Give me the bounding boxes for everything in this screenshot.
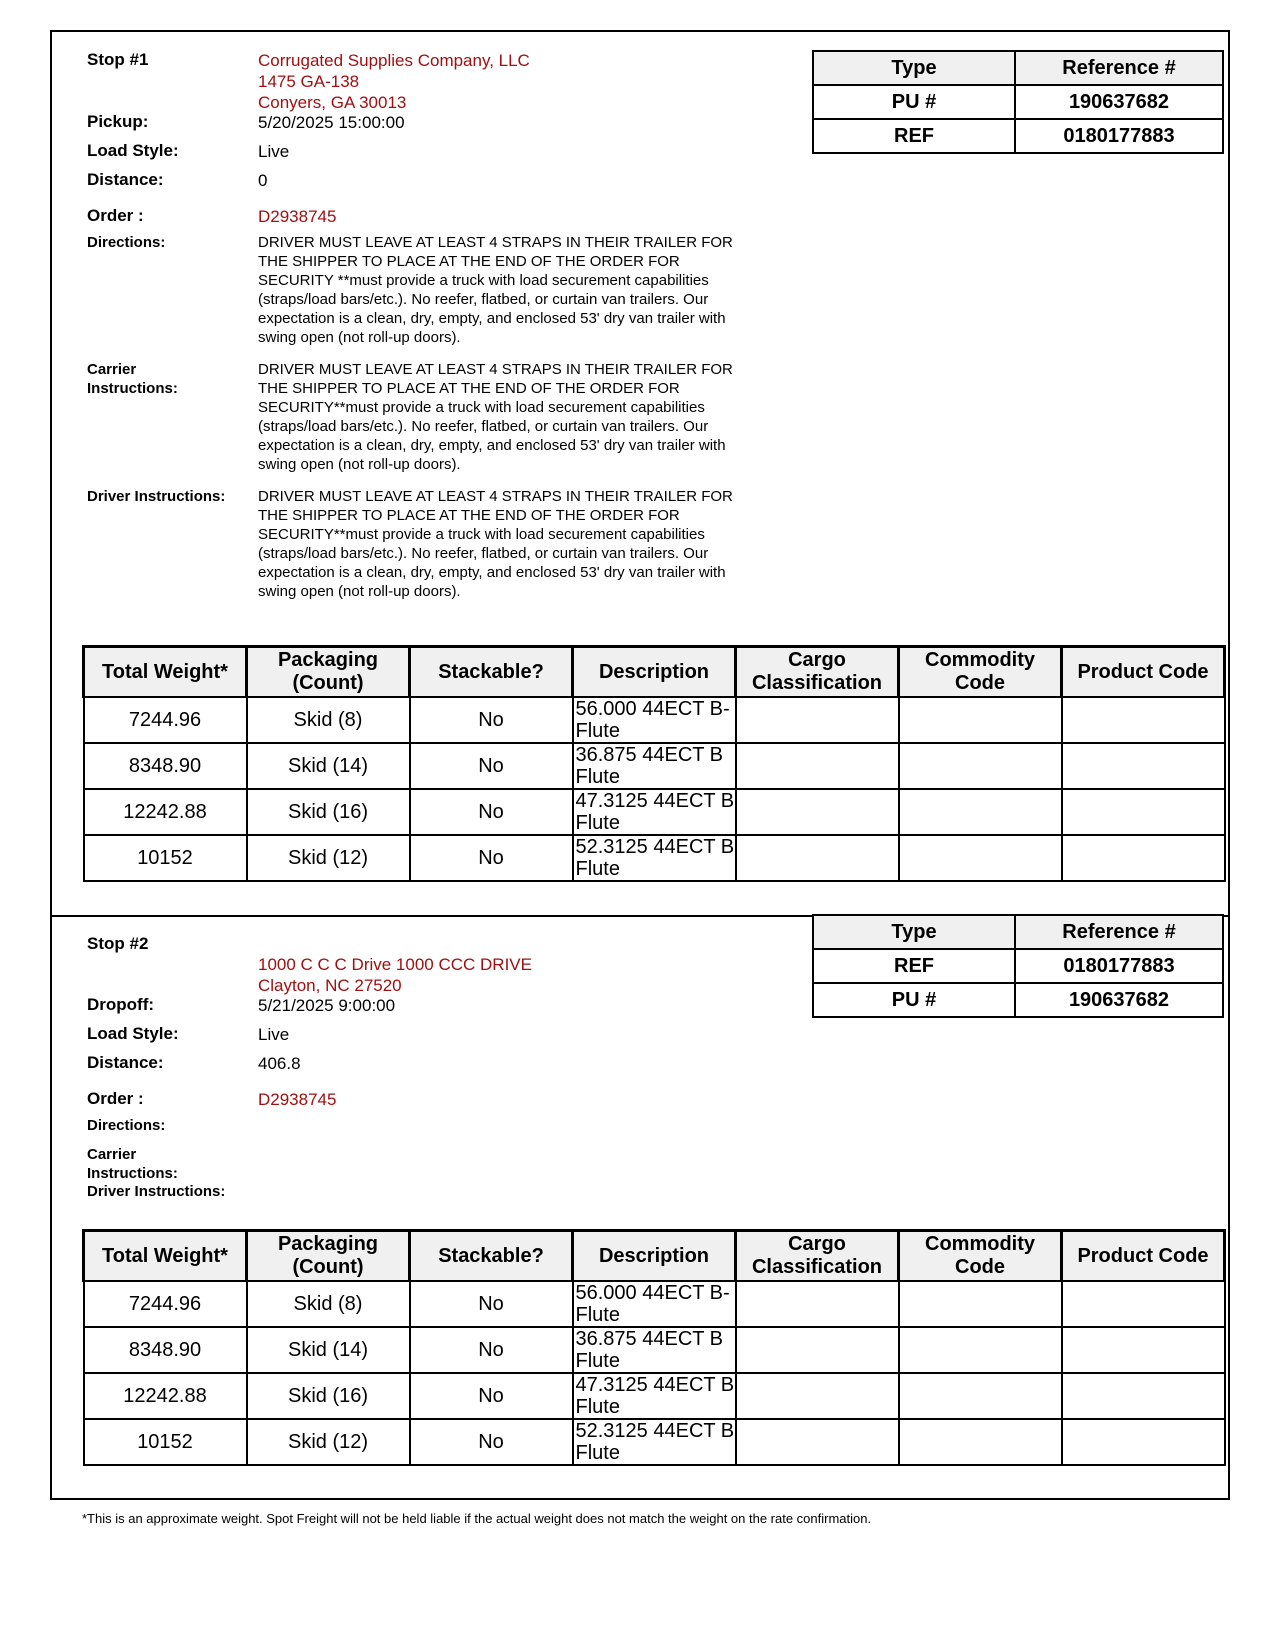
weight-cell: 12242.88 xyxy=(84,1373,247,1419)
table-row xyxy=(84,1281,1225,1327)
weight-cell: 10152 xyxy=(84,1419,247,1465)
packaging-cell: Skid (12) xyxy=(247,835,410,881)
items-table xyxy=(82,645,1226,882)
packaging-cell: Skid (14) xyxy=(247,1327,410,1373)
description-cell: 52.3125 44ECT B Flute xyxy=(573,1419,736,1465)
ref-type: PU # xyxy=(813,85,1015,119)
table-row xyxy=(84,1419,1225,1465)
packaging-cell: Skid (14) xyxy=(247,743,410,789)
stop-2-section xyxy=(50,916,1230,1500)
weight-cell: 8348.90 xyxy=(84,1327,247,1373)
col-header: Total Weight* xyxy=(84,1231,247,1282)
cargo-class-cell xyxy=(736,1281,899,1327)
description-cell: 47.3125 44ECT B Flute xyxy=(573,789,736,835)
product-code-cell xyxy=(1062,697,1225,743)
cargo-class-cell xyxy=(736,1373,899,1419)
commodity-cell xyxy=(899,1373,1062,1419)
stop-title: Stop #2 xyxy=(87,934,149,953)
load-style-label: Load Style: xyxy=(87,1024,179,1043)
packaging-cell: Skid (16) xyxy=(247,1373,410,1419)
packaging-cell: Skid (16) xyxy=(247,789,410,835)
stackable-cell: No xyxy=(410,1419,573,1465)
company-name: Corrugated Supplies Company, LLC xyxy=(258,51,530,70)
weight-cell: 7244.96 xyxy=(84,1281,247,1327)
weight-cell: 7244.96 xyxy=(84,697,247,743)
commodity-cell xyxy=(899,1419,1062,1465)
table-row xyxy=(84,1373,1225,1419)
stackable-cell: No xyxy=(410,697,573,743)
col-header: Stackable? xyxy=(410,1231,573,1282)
stop-1-section xyxy=(50,30,1230,917)
table-row xyxy=(84,789,1225,835)
distance-label: Distance: xyxy=(87,170,164,189)
address-line-2: Clayton, NC 27520 xyxy=(258,976,402,995)
stop-title: Stop #1 xyxy=(87,50,149,69)
packaging-cell: Skid (8) xyxy=(247,1281,410,1327)
product-code-cell xyxy=(1062,743,1225,789)
commodity-cell xyxy=(899,697,1062,743)
ref-type: REF xyxy=(813,119,1015,153)
stackable-cell: No xyxy=(410,743,573,789)
cargo-class-cell xyxy=(736,743,899,789)
ref-header-type: Type xyxy=(813,51,1015,85)
weight-cell: 8348.90 xyxy=(84,743,247,789)
stackable-cell: No xyxy=(410,789,573,835)
carrier-instructions-text: DRIVER MUST LEAVE AT LEAST 4 STRAPS IN THEIR TRAILER FOR THE SHIPPER TO PLACE AT THE END OF THE ORDER FOR SECURITY**must provide a truck with load securement capabilities (straps/load bars/etc.). No reefer, flatbed, or curtain van trailers. Our expectation is a clean, dry, empty, and enclosed 53' dry van trailer with swing open (not roll-up doors). xyxy=(258,361,733,473)
distance-value: 406.8 xyxy=(258,1054,301,1073)
driver-label: Driver Instructions: xyxy=(87,1183,226,1200)
product-code-cell xyxy=(1062,835,1225,881)
ref-number: 190637682 xyxy=(1015,85,1223,119)
ref-header-number: Reference # xyxy=(1015,915,1223,949)
product-code-cell xyxy=(1062,1373,1225,1419)
order-label: Order : xyxy=(87,206,144,225)
col-header: Commodity Code xyxy=(899,1231,1062,1282)
packaging-cell: Skid (8) xyxy=(247,697,410,743)
commodity-cell xyxy=(899,789,1062,835)
pickup-label: Pickup: xyxy=(87,112,149,131)
ref-number: 190637682 xyxy=(1015,983,1223,1017)
stackable-cell: No xyxy=(410,1281,573,1327)
driver-label: Driver Instructions: xyxy=(87,488,226,505)
col-header: Cargo Classification xyxy=(736,647,899,698)
product-code-cell xyxy=(1062,1327,1225,1373)
driver-instructions-text: DRIVER MUST LEAVE AT LEAST 4 STRAPS IN THEIR TRAILER FOR THE SHIPPER TO PLACE AT THE END OF THE ORDER FOR SECURITY**must provide a truck with load securement capabilities (straps/load bars/etc.). No reefer, flatbed, or curtain van trailers. Our expectation is a clean, dry, empty, and enclosed 53' dry van trailer with swing open (not roll-up doors). xyxy=(258,488,733,600)
dropoff-time: 5/21/2025 9:00:00 xyxy=(258,996,396,1015)
ref-type: REF xyxy=(813,949,1015,983)
distance-label: Distance: xyxy=(87,1053,164,1072)
load-style-value: Live xyxy=(258,1025,290,1044)
load-style-label: Load Style: xyxy=(87,141,179,160)
table-row xyxy=(84,835,1225,881)
description-cell: 56.000 44ECT B-Flute xyxy=(573,697,736,743)
weight-cell: 12242.88 xyxy=(84,789,247,835)
col-header: Product Code xyxy=(1062,647,1225,698)
col-header: Stackable? xyxy=(410,647,573,698)
description-cell: 52.3125 44ECT B Flute xyxy=(573,835,736,881)
stackable-cell: No xyxy=(410,1327,573,1373)
col-header: Product Code xyxy=(1062,1231,1225,1282)
carrier-label: Carrier Instructions: xyxy=(87,361,178,397)
order-number: D2938745 xyxy=(258,207,337,226)
reference-table xyxy=(812,50,1224,154)
col-header: Total Weight* xyxy=(84,647,247,698)
ref-header-type: Type xyxy=(813,915,1015,949)
cargo-class-cell xyxy=(736,1419,899,1465)
table-row xyxy=(84,697,1225,743)
ref-number: 0180177883 xyxy=(1015,949,1223,983)
description-cell: 47.3125 44ECT B Flute xyxy=(573,1373,736,1419)
distance-value: 0 xyxy=(258,171,268,190)
directions-label: Directions: xyxy=(87,1117,166,1134)
weight-footnote: *This is an approximate weight. Spot Freight will not be held liable if the actual weight does not match the weight on the rate confirmation. xyxy=(82,1511,872,1526)
cargo-class-cell xyxy=(736,835,899,881)
stackable-cell: No xyxy=(410,835,573,881)
directions-text: DRIVER MUST LEAVE AT LEAST 4 STRAPS IN THEIR TRAILER FOR THE SHIPPER TO PLACE AT THE END OF THE ORDER FOR SECURITY **must provide a truck with load securement capabilities (straps/load bars/etc.). No reefer, flatbed, or curtain van trailers. Our expectation is a clean, dry, empty, and enclosed 53' dry van trailer with swing open (not roll-up doors). xyxy=(258,234,733,346)
stackable-cell: No xyxy=(410,1373,573,1419)
col-header: Description xyxy=(573,1231,736,1282)
pickup-time: 5/20/2025 15:00:00 xyxy=(258,113,405,132)
ref-type: PU # xyxy=(813,983,1015,1017)
address-line-1: 1000 C C C Drive 1000 CCC DRIVE xyxy=(258,955,532,974)
items-table xyxy=(82,1229,1226,1466)
address-line-2: Conyers, GA 30013 xyxy=(258,93,407,112)
ref-number: 0180177883 xyxy=(1015,119,1223,153)
order-label: Order : xyxy=(87,1089,144,1108)
dropoff-label: Dropoff: xyxy=(87,995,155,1014)
load-style-value: Live xyxy=(258,142,290,161)
weight-cell: 10152 xyxy=(84,835,247,881)
description-cell: 56.000 44ECT B-Flute xyxy=(573,1281,736,1327)
reference-table xyxy=(812,914,1224,1018)
table-row xyxy=(84,1327,1225,1373)
ref-header-number: Reference # xyxy=(1015,51,1223,85)
carrier-label: Carrier Instructions: xyxy=(87,1146,178,1182)
product-code-cell xyxy=(1062,1281,1225,1327)
col-header: Commodity Code xyxy=(899,647,1062,698)
cargo-class-cell xyxy=(736,697,899,743)
description-cell: 36.875 44ECT B Flute xyxy=(573,1327,736,1373)
commodity-cell xyxy=(899,1327,1062,1373)
description-cell: 36.875 44ECT B Flute xyxy=(573,743,736,789)
product-code-cell xyxy=(1062,1419,1225,1465)
commodity-cell xyxy=(899,743,1062,789)
col-header: Description xyxy=(573,647,736,698)
packaging-cell: Skid (12) xyxy=(247,1419,410,1465)
col-header: Cargo Classification xyxy=(736,1231,899,1282)
address-line-1: 1475 GA-138 xyxy=(258,72,360,91)
commodity-cell xyxy=(899,1281,1062,1327)
commodity-cell xyxy=(899,835,1062,881)
cargo-class-cell xyxy=(736,789,899,835)
order-number: D2938745 xyxy=(258,1090,337,1109)
product-code-cell xyxy=(1062,789,1225,835)
col-header: Packaging (Count) xyxy=(247,647,410,698)
cargo-class-cell xyxy=(736,1327,899,1373)
directions-label: Directions: xyxy=(87,234,166,251)
col-header: Packaging (Count) xyxy=(247,1231,410,1282)
table-row xyxy=(84,743,1225,789)
